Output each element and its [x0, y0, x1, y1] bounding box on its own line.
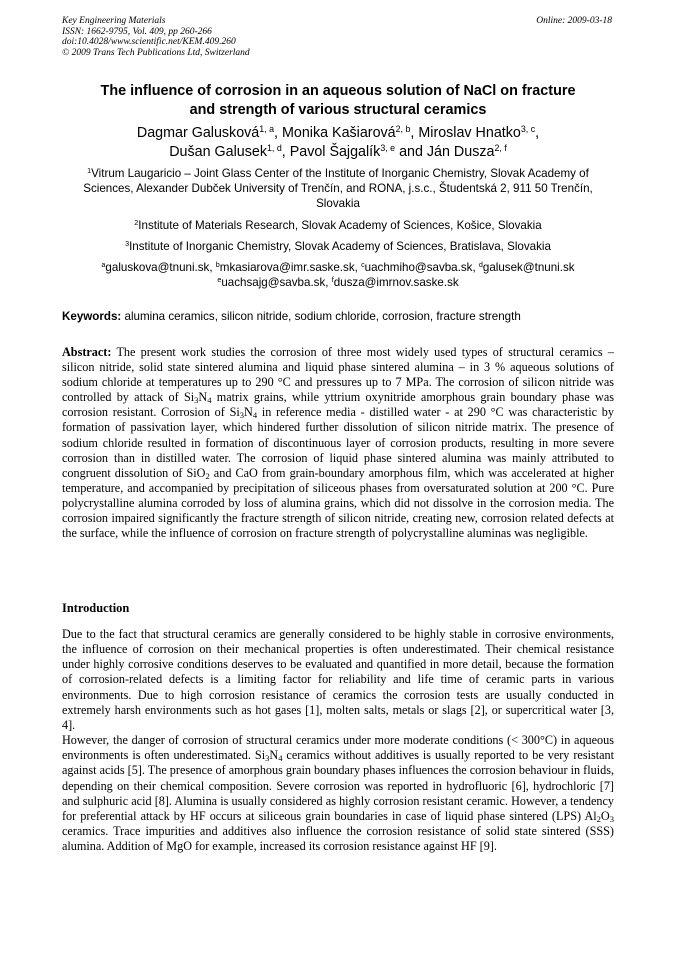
author-separator: ,: [410, 125, 419, 141]
abstract: [62, 345, 614, 541]
abstract-text: in reference media - distilled water - at 290 °C was characteristic by formation of passivation layer, which hindered further dissolution of silicon nitride matrix. The presence of sodium chloride resulted in formation of discontinuous layer of corrosion products, resulting in more severe corrosion than in distilled water. The corrosion of liquid phase sintered alumina was mainly attributed to congruent dissolution of SiO: [62, 405, 614, 480]
online-date: Online: 2009-03-18: [536, 16, 612, 26]
chem-subscript: 2: [205, 470, 210, 481]
chem-subscript: 3: [194, 395, 199, 406]
intro-paragraph-1: Due to the fact that structural ceramics are generally considered to be highly stable in corrosive environments, the influence of corrosion on their mechanical properties is often underestimated. Their chemical resistance under highly corrosive conditions deserves to be evaluated and quantified in more detail, because the formation of corrosion-related defects is a limiting factor for reliability and life time of ceramic parts in various environments. Due to high corrosion resistance of ceramics the corrosion tests are usually conducted in extremely harsh environments such as hot gases [1], molten salts, metals or slags [2], or supercritical water [3, 4].: [62, 627, 614, 732]
journal-header: [62, 16, 250, 58]
author-name: Dagmar Galusková: [136, 125, 260, 141]
affiliation-3: [62, 239, 614, 254]
author-emails: [62, 260, 614, 290]
affiliation-text: Vitrum Laugaricio – Joint Glass Center of the Institute of Inorganic Chemistry, Slovak Academy of Sciences, Alexander Dubček University of Trenčín, and RONA, j.s.c., Študentská 2, 911 50 Trenčín, Slovakia: [83, 167, 593, 211]
email-mark: a: [101, 260, 106, 270]
abstract-text: and CaO from grain-boundary amorphous film, which was accelerated at higher temperature, and accompanied by precipitation of siliceous phases from oversaturated solution at 200 °C. Pure polycrystalline alumina corroded by loss of alumina grains, which did not dissolve in the corrosion media. The corrosion impaired significantly the fracture strength of silicon nitride, creating new, corrosion related defects at the surface, while the influence of corrosion on fracture strength of polycrystalline aluminas was negligible.: [62, 465, 615, 541]
email-mark: f: [331, 275, 334, 285]
abstract-label: Abstract:: [62, 345, 112, 359]
author-list: [62, 124, 614, 162]
paper-title: [62, 82, 614, 120]
affiliation-1: [62, 166, 614, 212]
issn-line: ISSN: 1662-9795, Vol. 409, pp 260-266: [62, 26, 212, 37]
email-mark: c: [361, 260, 365, 270]
email-mark: d: [478, 260, 483, 270]
introduction-body: [62, 627, 614, 854]
intro-paragraph-2: [62, 733, 614, 854]
intro-text: ceramics. Trace impurities and additives also influence the corrosion resistance of solid state sintered (SSS) alumina. Addition of MgO for example, increased its corrosion resistance against HF [9].: [62, 824, 614, 854]
keywords-text: alumina ceramics, silicon nitride, sodium chloride, corrosion, fracture strength: [121, 310, 521, 323]
email-address: dusza@imrnov.saske.sk: [333, 276, 459, 290]
title-line-1: The influence of corrosion in an aqueous solution of NaCl on fracture: [100, 83, 576, 99]
email-mark: b: [215, 260, 220, 270]
author-affiliation-mark: 3, e: [380, 143, 396, 154]
affiliation-number: 1: [87, 166, 92, 176]
author-name: Dušan Galusek: [169, 144, 267, 160]
copyright-line: © 2009 Trans Tech Publications Ltd, Switzerland: [62, 47, 250, 58]
abstract-text: The present work studies the corrosion of three most widely used types of structural ceramics – silicon nitride, solid state sintered alumina and liquid phase sintered alumina – in 3 % aqueous solutions of sodium chloride at temperatures up to 290 °C and pressures up to 7 MPa. The corrosion of silicon nitride was controlled by attack of Si: [62, 345, 614, 405]
chem-subscript: 3: [609, 814, 614, 824]
section-heading-introduction: Introduction: [62, 601, 130, 615]
abstract-text: matrix grains, while yttrium oxynitride amorphous grain boundary phase was corrosion resistant. Corrosion of Si: [62, 390, 614, 420]
author-separator: ,: [274, 125, 282, 141]
affiliation-text: Institute of Inorganic Chemistry, Slovak Academy of Sciences, Bratislava, Slovakia: [129, 240, 551, 253]
author-separator: ,: [281, 144, 290, 160]
keywords-label: Keywords:: [62, 310, 122, 323]
email-address: galusek@tnuni.sk: [482, 261, 575, 274]
chem-subscript: 3: [265, 753, 270, 764]
author-name: Miroslav Hnatko: [418, 125, 521, 141]
author-separator: ,: [535, 125, 540, 141]
affiliation-text: Institute of Materials Research, Slovak Academy of Sciences, Košice, Slovakia: [138, 219, 542, 232]
journal-name: Key Engineering Materials: [62, 16, 166, 26]
email-address: uachsajg@savba.sk,: [221, 276, 332, 290]
author-name: Ján Dusza: [426, 144, 495, 160]
abstract-text: N: [198, 390, 208, 405]
chem-subscript: 4: [252, 410, 258, 421]
title-line-2: and strength of various structural ceramics: [189, 102, 487, 118]
chem-subscript: 4: [207, 395, 212, 406]
email-address: uachmiho@savba.sk,: [364, 261, 479, 274]
affiliation-number: 2: [134, 218, 139, 228]
author-affiliation-mark: 1, d: [266, 143, 282, 154]
author-affiliation-mark: 1, a: [259, 124, 275, 135]
doi-line: doi:10.4028/www.scientific.net/KEM.409.260: [62, 37, 236, 48]
abstract-text: N: [244, 405, 253, 420]
author-name: Monika Kašiarová: [281, 125, 396, 141]
author-conjunction: and: [395, 144, 427, 160]
author-affiliation-mark: 2, f: [494, 143, 507, 154]
author-affiliation-mark: 2, b: [395, 124, 411, 135]
email-address: mkasiarova@imr.saske.sk,: [219, 261, 362, 274]
author-affiliation-mark: 3, c: [520, 124, 536, 135]
keywords: [62, 309, 614, 324]
chem-subscript: 4: [278, 753, 283, 764]
chem-subscript: 3: [239, 410, 245, 421]
email-address: galuskova@tnuni.sk,: [105, 261, 216, 274]
chem-subscript: 2: [596, 814, 601, 824]
affiliation-number: 3: [125, 239, 130, 249]
intro-text: O: [600, 808, 610, 823]
intro-text: N: [269, 748, 279, 763]
intro-text: ceramics without additives is usually reported to be very resistant against acids [5]. The presence of amorphous grain boundary phases influences the corrosion behaviour in fluids, depending on their chemical composition. Severe corrosion was reported in hydrofluoric [6], hydrochloric [7] and sulphuric acid [8]. Alumina is usually considered as highly corrosion resistant ceramic. However, a tendency for preferential attack by HF occurs at siliceous grain boundaries in case of liquid phase sintered (LPS) Al: [62, 748, 614, 823]
email-mark: e: [217, 275, 222, 285]
intro-text: However, the danger of corrosion of structural ceramics under more moderate conditions (< 300°C) in aqueous environments is often underestimated. Si: [62, 733, 614, 763]
affiliation-2: [62, 218, 614, 233]
author-name: Pavol Šajgalík: [289, 144, 381, 160]
